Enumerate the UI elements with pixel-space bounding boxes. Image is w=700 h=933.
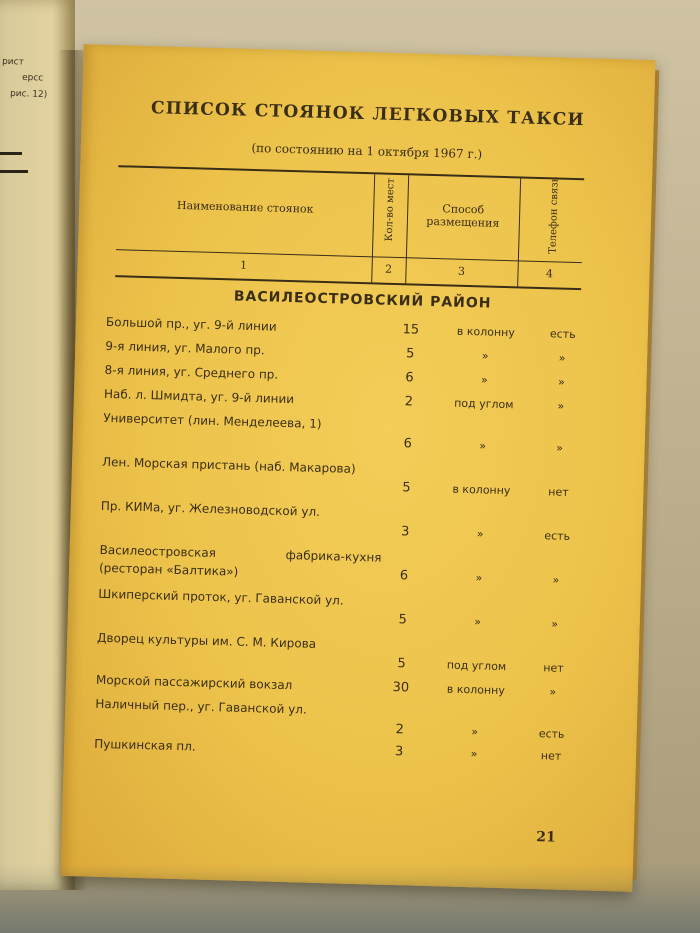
stand-method: » xyxy=(475,571,483,585)
stand-count: 5 xyxy=(398,612,408,628)
stand-count: 2 xyxy=(404,394,414,410)
column-index: 3 xyxy=(457,264,466,278)
stand-name: Пушкинская пл. xyxy=(94,736,196,754)
stand-phone: » xyxy=(556,441,564,455)
stand-phone: есть xyxy=(538,727,565,741)
stand-phone: есть xyxy=(549,327,576,342)
left-page-text-fragment: ерсс xyxy=(21,72,44,84)
stand-count: 6 xyxy=(399,568,409,584)
stand-name: Наб. л. Шмидта, уг. 9-й линии xyxy=(103,386,295,407)
column-header-phone: Телефон связь xyxy=(547,176,561,255)
column-index: 1 xyxy=(239,258,248,272)
stand-count: 5 xyxy=(405,346,415,362)
district-heading: ВАСИЛЕОСТРОВСКИЙ РАЙОН xyxy=(233,288,492,312)
stand-name: Лен. Морская пристань (наб. Макарова) xyxy=(101,454,356,476)
stand-phone: нет xyxy=(543,661,564,675)
stand-method: в колонну xyxy=(456,324,516,340)
stand-phone: » xyxy=(551,617,559,631)
stand-method: » xyxy=(476,527,484,541)
table-row xyxy=(99,541,590,593)
stand-phone: нет xyxy=(548,485,569,499)
stand-method: » xyxy=(481,349,489,363)
background-surface xyxy=(0,863,700,933)
stand-count: 30 xyxy=(392,680,410,696)
table-row xyxy=(100,497,591,549)
stand-method: » xyxy=(480,373,489,387)
stand-method: » xyxy=(479,439,487,453)
stand-name: Большой пр., уг. 9-й линии xyxy=(105,314,277,334)
left-page-rule xyxy=(0,152,22,155)
stand-name: 9-я линия, уг. Малого пр. xyxy=(105,338,265,358)
stand-name: Морской пассажирский вокзал xyxy=(95,672,293,693)
book-page xyxy=(60,44,655,892)
stand-phone: » xyxy=(549,685,557,699)
table-header xyxy=(115,165,584,290)
stand-method: под углом xyxy=(453,396,514,412)
stand-name: Василеостровская фабрика-кухня (ресторан «Балтика») xyxy=(98,542,382,579)
page-subtitle: (по состоянию на 1 октября 1967 г.) xyxy=(251,140,483,162)
stand-phone: есть xyxy=(544,529,571,543)
stand-name: Наличный пер., уг. Гаванской ул. xyxy=(95,696,307,717)
stand-name: 8-я линия, уг. Среднего пр. xyxy=(104,362,279,382)
stand-name: Университет (лин. Менделеева, 1) xyxy=(103,410,322,431)
stand-phone: нет xyxy=(540,749,562,763)
stand-phone: » xyxy=(557,375,566,389)
stand-name: Пр. КИМа, уг. Железноводской ул. xyxy=(100,498,321,519)
left-page-text-fragment: рист xyxy=(1,56,24,68)
stand-count: 5 xyxy=(397,656,406,672)
column-header-method: Способ размещения xyxy=(426,202,500,230)
page-number: 21 xyxy=(536,829,556,846)
stand-name: Шкиперский проток, уг. Гаванской ул. xyxy=(98,586,344,608)
stand-phone: » xyxy=(557,399,565,413)
stand-count: 2 xyxy=(395,722,405,738)
column-header-name: Наименование стоянок xyxy=(176,198,314,216)
stand-method: » xyxy=(471,725,479,739)
stand-phone: » xyxy=(552,573,560,587)
taxi-stand-list xyxy=(94,313,596,763)
stand-method: » xyxy=(474,615,482,629)
column-index: 2 xyxy=(384,262,393,276)
table-row xyxy=(98,585,589,637)
column-index: 4 xyxy=(545,267,554,281)
stand-method: в колонну xyxy=(452,482,511,498)
stand-method: » xyxy=(470,747,478,761)
stand-count: 3 xyxy=(400,524,410,540)
table-row xyxy=(102,409,593,461)
stand-count: 3 xyxy=(394,744,404,760)
stand-phone: » xyxy=(558,351,566,365)
stand-count: 6 xyxy=(405,370,414,386)
left-page-text-fragment: рис. 12) xyxy=(9,88,48,101)
column-header-count: Кол-во мест xyxy=(383,178,397,242)
page-title: СПИСОК СТОЯНОК ЛЕГКОВЫХ ТАКСИ xyxy=(150,98,586,131)
stand-count: 5 xyxy=(402,480,411,496)
stand-count: 15 xyxy=(402,322,420,338)
table-row xyxy=(101,453,592,505)
stand-method: под углом xyxy=(446,658,507,674)
stand-method: в колонну xyxy=(446,682,506,698)
stand-name: Дворец культуры им. С. М. Кирова xyxy=(96,630,317,651)
stand-count: 6 xyxy=(403,436,413,452)
left-page-rule xyxy=(0,170,28,173)
